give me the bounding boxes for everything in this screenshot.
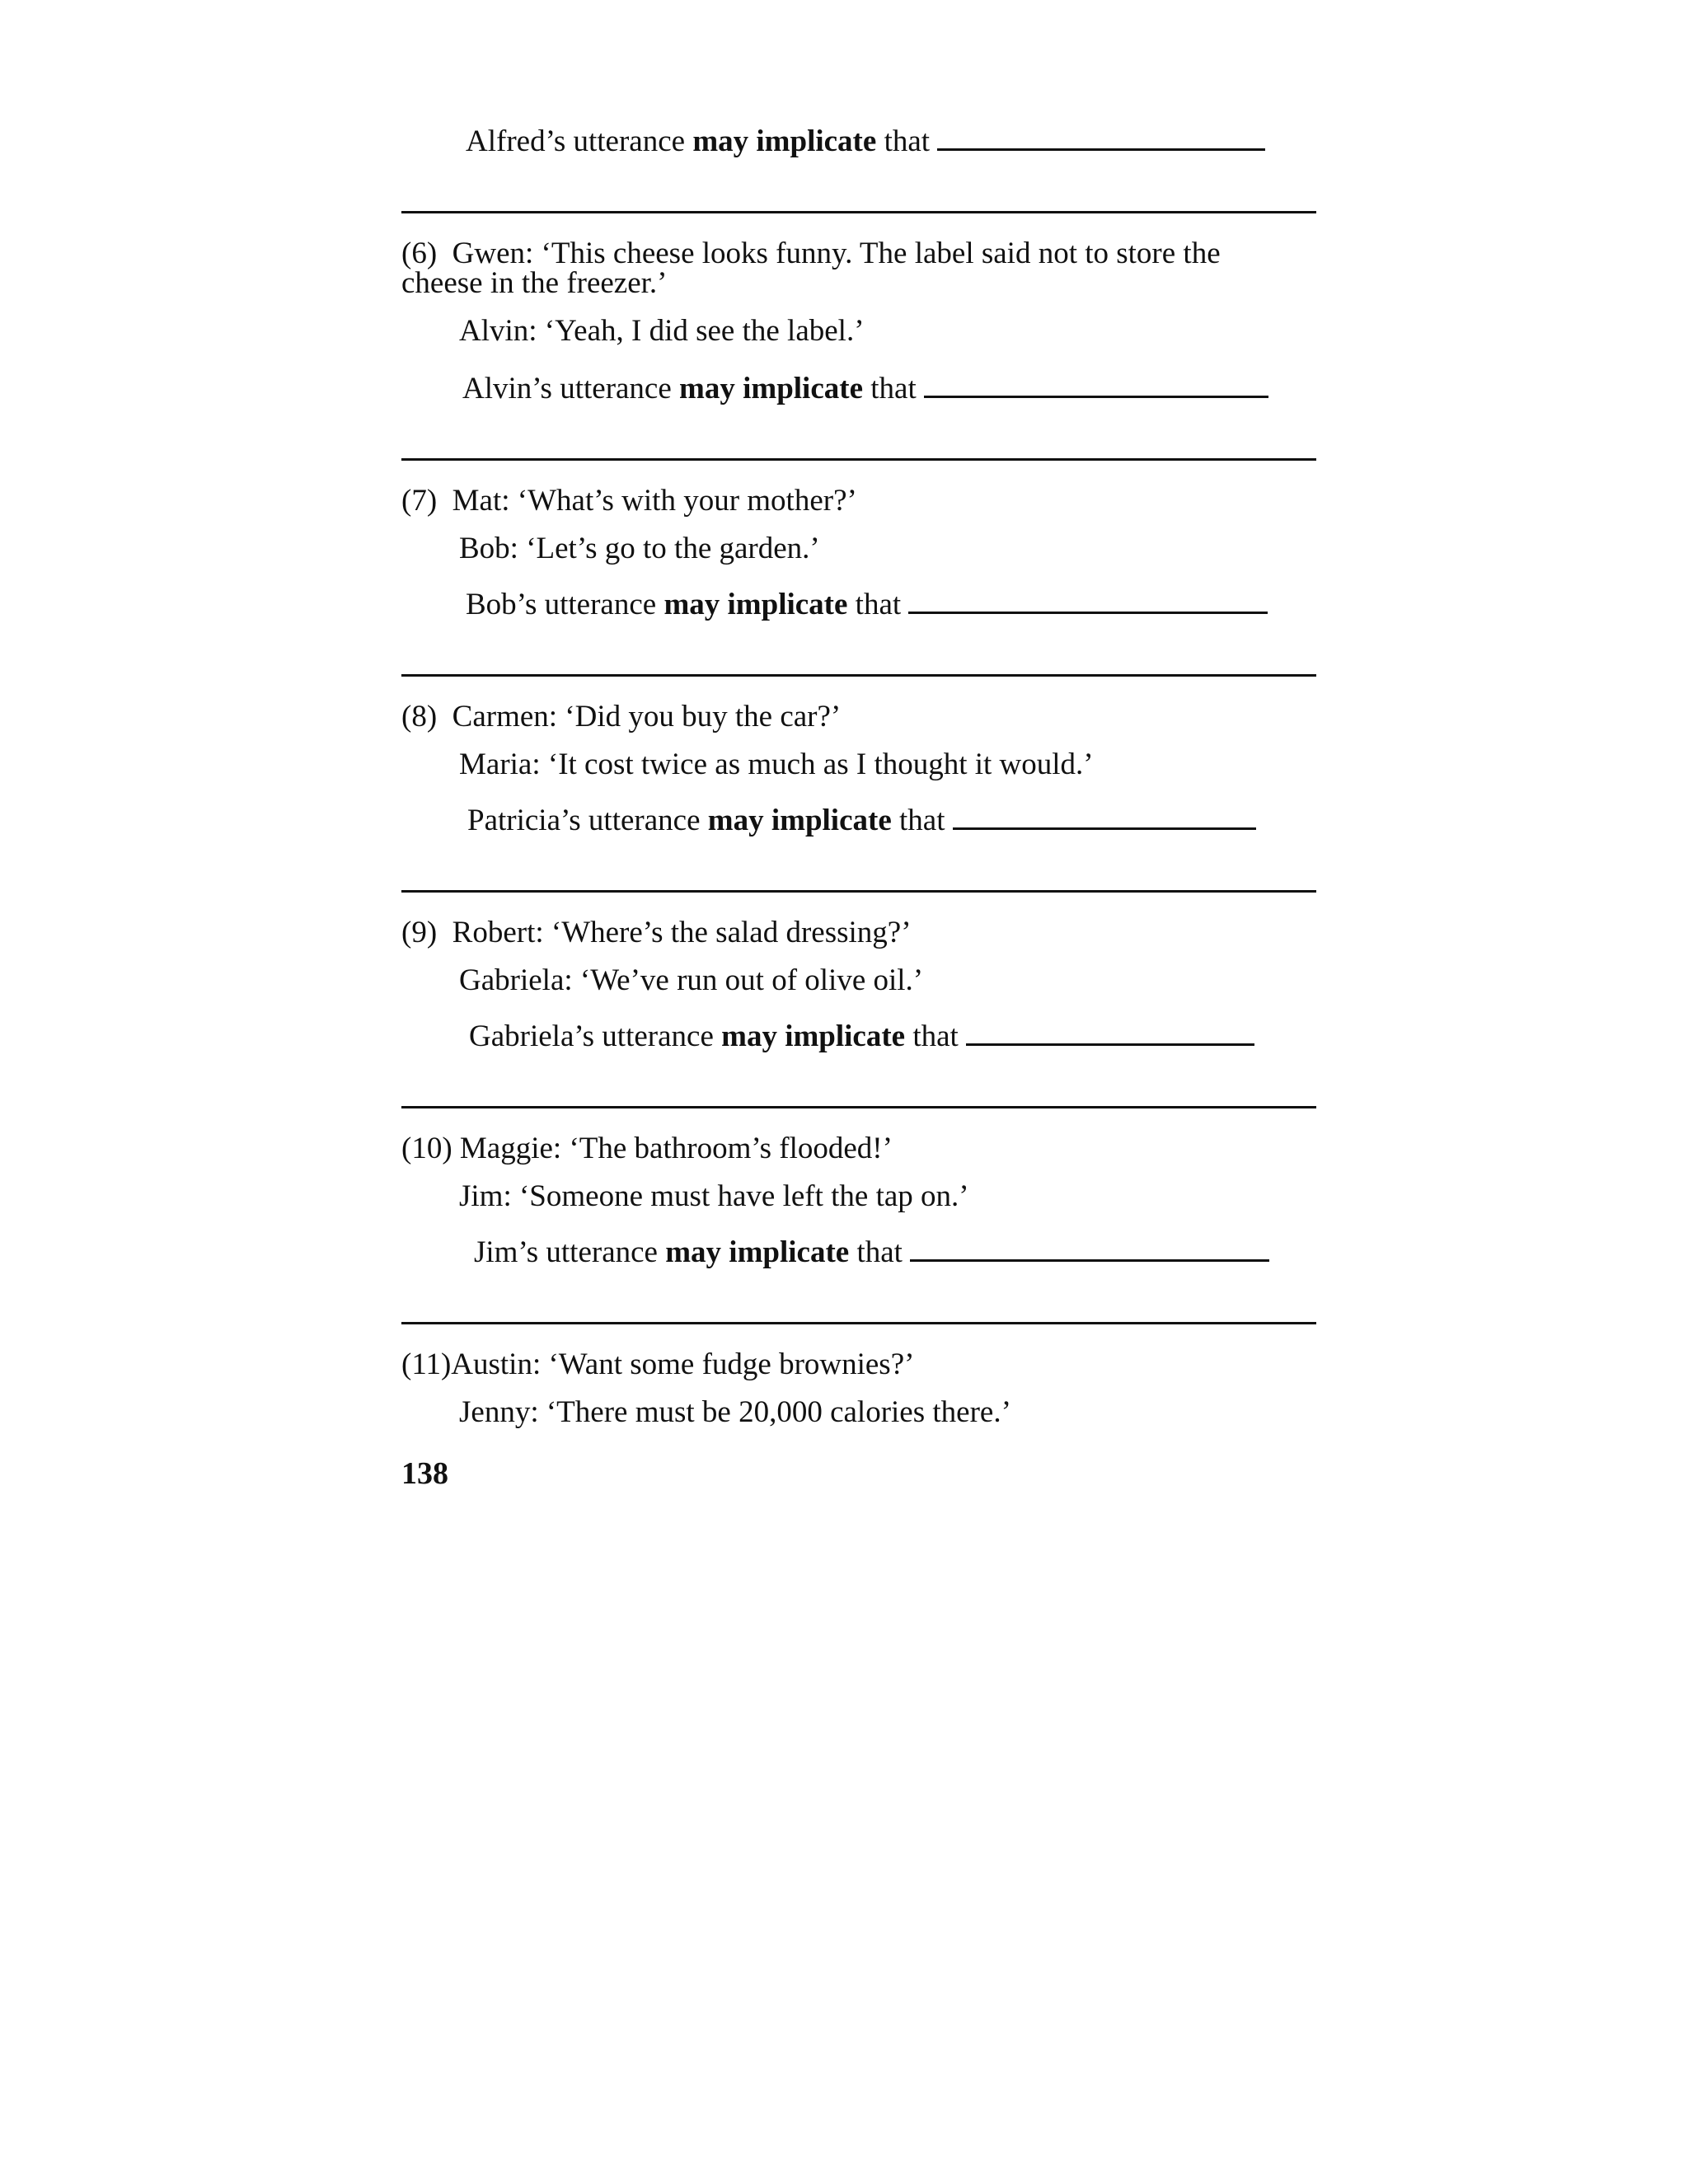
item-11-line-1: (11)Austin: ‘Want some fudge brownies?’ (401, 1347, 915, 1381)
answer-line[interactable] (401, 1106, 1316, 1108)
answer-blank[interactable] (924, 396, 1268, 398)
answer-line[interactable] (401, 890, 1316, 893)
answer-blank[interactable] (908, 612, 1268, 614)
item-6-line-2: cheese in the freezer.’ (401, 266, 668, 300)
item-10-response: Jim: ‘Someone must have left the tap on.’ (459, 1179, 969, 1213)
item-6-line-1: (6) Gwen: ‘This cheese looks funny. The label said not to store the (401, 237, 1221, 270)
implicature-prompt-gabriela: Gabriela’s utterance may implicate that (469, 1019, 1254, 1055)
answer-blank[interactable] (953, 827, 1256, 830)
page-number: 138 (401, 1456, 448, 1491)
implicature-prompt-patricia: Patricia’s utterance may implicate that (467, 803, 1256, 839)
item-9-line-1: (9) Robert: ‘Where’s the salad dressing?’ (401, 916, 912, 949)
implicature-prompt-alfred: Alfred’s utterance may implicate that (466, 124, 1265, 160)
item-11-response: Jenny: ‘There must be 20,000 calories there.’ (459, 1395, 1011, 1429)
item-8-line-1: (8) Carmen: ‘Did you buy the car?’ (401, 700, 842, 733)
item-6-response: Alvin: ‘Yeah, I did see the label.’ (459, 314, 865, 348)
answer-line[interactable] (401, 1322, 1316, 1324)
answer-line[interactable] (401, 458, 1316, 461)
item-7-line-1: (7) Mat: ‘What’s with your mother?’ (401, 484, 857, 518)
implicature-prompt-bob: Bob’s utterance may implicate that (466, 587, 1268, 623)
item-7-response: Bob: ‘Let’s go to the garden.’ (459, 532, 820, 565)
answer-blank[interactable] (910, 1259, 1269, 1262)
answer-line[interactable] (401, 674, 1316, 677)
implicature-prompt-jim: Jim’s utterance may implicate that (474, 1235, 1269, 1271)
item-8-response: Maria: ‘It cost twice as much as I thought it would.’ (459, 748, 1094, 781)
item-10-line-1: (10) Maggie: ‘The bathroom’s flooded!’ (401, 1132, 893, 1165)
implicature-prompt-alvin: Alvin’s utterance may implicate that (462, 371, 1268, 407)
item-9-response: Gabriela: ‘We’ve run out of olive oil.’ (459, 963, 924, 997)
answer-blank[interactable] (966, 1043, 1254, 1046)
answer-line[interactable] (401, 211, 1316, 213)
answer-blank[interactable] (937, 148, 1265, 151)
